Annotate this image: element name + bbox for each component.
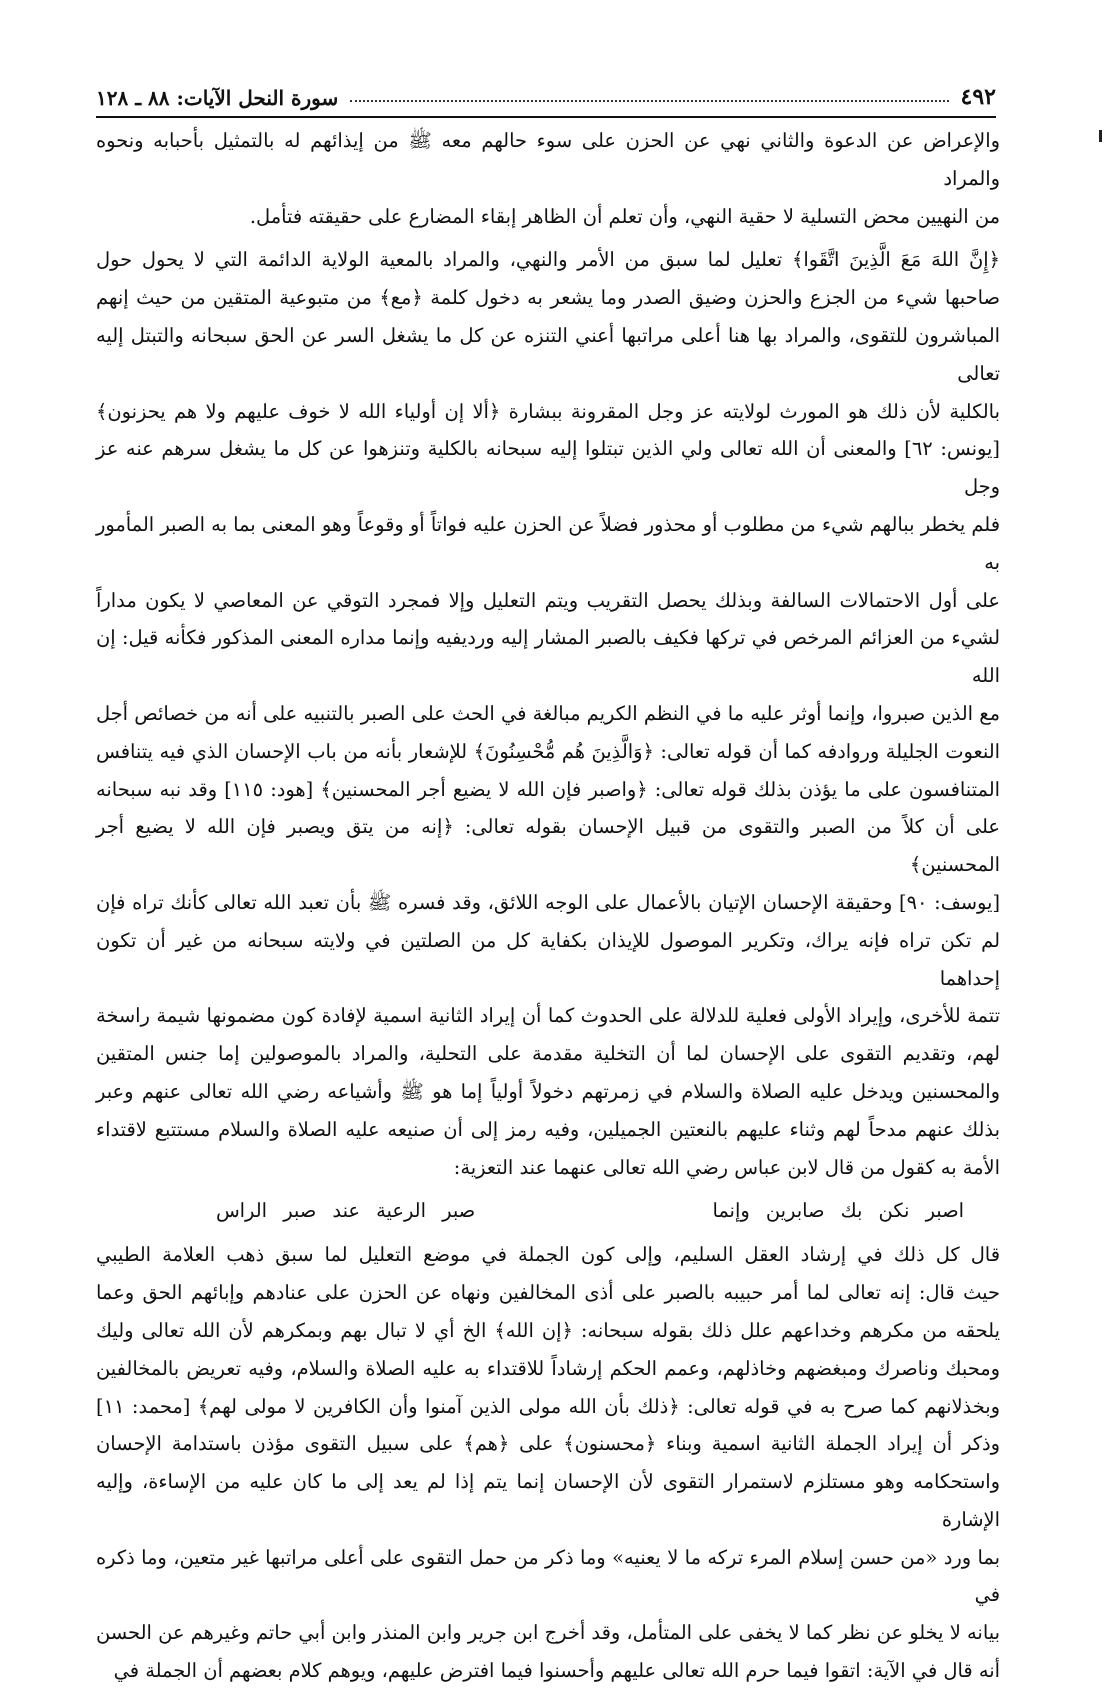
text-line: [يوسف: ٩٠] وحقيقة الإحسان الإتيان بالأعمال على الوجه اللائق، وقد فسره ﷺ بأن تعبد الله تعالى كأنك تراه فإن	[96, 890, 1001, 914]
text-line: لهم، وتقديم التقوى على الإحسان لما أن التخلية مقدمة على التحلية، والمراد بالموصولين إما جنس المتقين	[96, 1042, 1000, 1066]
text-line: ومحبك وناصرك ومبغضهم وخاذلهم، وعمم الحكم إرشاداً للاقتداء به عليه الصلاة والسلام، وفيه تعريض بالمخالفين	[96, 1356, 1000, 1380]
text-line: الأمة به كقول من قال لابن عباس رضي الله تعالى عنهما عند التعزية:	[453, 1155, 1000, 1179]
text-line: حيث قال: إنه تعالى لما أمر حبيبه بالصبر على أذى المخالفين ونهاه عن الحزن على عنادهم وإبائهم الحق وعما	[96, 1281, 1000, 1305]
text-line: أنه قال في الآية: اتقوا فيما حرم الله تعالى عليهم وأحسنوا فيما افترض عليهم، ويوهم كلام بعضهم أن الجملة في	[113, 1659, 1000, 1683]
dotted-leader	[350, 100, 948, 102]
text-line: تتمة للأخرى، وإيراد الأولى فعلية للدلالة على الحدوث كما أن إيراد الثانية اسمية لإفادة كون مضمونها شيمة راسخة	[96, 1004, 1000, 1028]
text-line: بما ورد «من حسن إسلام المرء تركه ما لا يعنيه» وما ذكر من حمل التقوى على أعلى مراتبها غير متعين، وما ذكره في	[96, 1545, 1000, 1607]
text-line: المتنافسون على ما يؤذن بذلك قوله تعالى: ﴿واصبر فإن الله لا يضيع أجر المحسنين﴾ [هود: ١١٥] وقد نبه سبحانه	[96, 777, 1000, 801]
text-line: المباشرون للتقوى، والمراد بها هنا أعلى مراتبها أعني التنزه عن كل ما يشغل السر عن الحق سبحانه والتبتل إليه تعالى	[96, 323, 1000, 385]
paragraph-1	[96, 122, 1000, 235]
text-line: بيانه لا يخلو عن نظر كما لا يخفى على المتأمل، وقد أخرج ابن جرير وابن المنذر وابن أبي حاتم وغيرهم عن الحسن	[96, 1621, 1000, 1645]
running-title: سورة النحل الآيات: ٨٨ ـ ١٢٨	[96, 86, 339, 110]
text-line: صاحبها شيء من الجزع والحزن وضيق الصدر وما يشعر به دخول كلمة ﴿مع﴾ من متبوعية المتقين من حيث إنهم	[96, 286, 1000, 310]
text-line: [يونس: ٦٢] والمعنى أن الله تعالى ولي الذين تبتلوا إليه سبحانه بالكلية وتنزهوا عن كل ما يشغل سرهم عنه عز وجل	[96, 437, 1000, 499]
text-line: والإعراض عن الدعوة والثاني نهي عن الحزن على سوء حالهم معه ﷺ من إيذائهم له بالتمثيل بأحبابه ونحوه والمراد	[96, 129, 1000, 190]
verse-second-hemistich: صبر الرعية عند صبر الراس	[216, 1199, 476, 1223]
poetry-verse	[96, 1186, 1000, 1236]
text-line: لشيء من العزائم المرخص في تركها فكيف بالصبر المشار إليه ورديفيه وإنما مداره المعنى المذكور فكأنه قيل: إن الله	[96, 626, 1000, 688]
page-header	[96, 76, 996, 118]
text-line: واستحكامه وهو مستلزم لاستمرار التقوى لأن الإحسان إنما يتم إذا لم يعد إلى ما كان عليه من الإساءة، وإليه الإشارة	[96, 1470, 1000, 1531]
paragraph-2	[96, 241, 1000, 1186]
verse-first-hemistich: اصبر نكن بك صابرين وإنما	[712, 1199, 964, 1223]
text-line: والمحسنين ويدخل عليه الصلاة والسلام في زمرتهم دخولاً أولياً إما هو ﷺ وأشياعه رضي الله تعالى عنهم وعبر	[96, 1079, 1000, 1103]
text-line: فلم يخطر ببالهم شيء من مطلوب أو محذور فضلاً عن الحزن عليه فواتاً أو وقوعاً وهو المعنى بما به الصبر المأمور به	[96, 512, 1000, 574]
text-line: وبخذلانهم كما صرح به في قوله تعالى: ﴿ذلك بأن الله مولى الذين آمنوا وأن الكافرين لا مولى لهم﴾ [محمد: ١١]	[96, 1394, 1000, 1418]
text-line: بالكلية لأن ذلك هو المورث لولايته عز وجل المقرونة ببشارة ﴿ألا إن أولياء الله لا خوف عليهم ولا هم يحزنون﴾	[96, 399, 1000, 423]
paragraph-3	[96, 1236, 1000, 1690]
page-body	[96, 122, 1000, 1690]
text-line: على أول الاحتمالات السالفة وبذلك يحصل التقريب ويتم التعليل وإلا فمجرد التوقي عن المعاصي لا يكون مداراً	[96, 588, 1000, 612]
page-number: ٤٩٢	[960, 84, 996, 110]
text-line: يلحقه من مكرهم وخداعهم علل ذلك بقوله سبحانه: ﴿إن الله﴾ الخ أي لا تبال بهم وبمكرهم لأن الله تعالى وليك	[96, 1318, 1000, 1342]
scan-edge-mark	[1099, 130, 1102, 142]
text-line: لم تكن تراه فإنه يراك، وتكرير الموصول للإيذان بكفاية كل من الصلتين في ولايته سبحانه من غير أن تكون إحداهما	[96, 928, 1000, 990]
text-line: قال كل ذلك في إرشاد العقل السليم، وإلى كون الجملة في موضع التعليل لما سبق ذهب العلامة الطيبي	[96, 1243, 1000, 1267]
text-line: بذلك عنهم مدحاً لهم وثناء عليهم بالنعتين الجميلين، وفيه رمز إلى أن صنيعه عليه الصلاة والسلام مستتبع لاقتداء	[96, 1117, 1000, 1141]
text-line: ﴿إِنَّ اللهَ مَعَ الَّذِينَ اتَّقَوا﴾ تعليل لما سبق من الأمر والنهي، والمراد بالمعية الولاية الدائمة التي لا يحول حول	[96, 248, 1000, 272]
text-line: النعوت الجليلة وروادفه كما أن قوله تعالى: ﴿وَالَّذِينَ هُم مُّحْسِنُونَ﴾ للإشعار بأنه من باب الإحسان الذي فيه يتنافس	[96, 739, 1000, 763]
text-line: وذكر أن إيراد الجملة الثانية اسمية وبناء ﴿محسنون﴾ على ﴿هم﴾ على سبيل التقوى مؤذن باستدامة الإحسان	[96, 1432, 1000, 1456]
text-line: مع الذين صبروا، وإنما أوثر عليه ما في النظم الكريم مبالغة في الحث على الصبر بالتنبيه على أنه من خصائص أجل	[96, 701, 1000, 725]
text-line: من النهيين محض التسلية لا حقية النهي، وأن تعلم أن الظاهر إبقاء المضارع على حقيقته فتأمل.	[249, 204, 1000, 228]
text-line: على أن كلاً من الصبر والتقوى من قبيل الإحسان بقوله تعالى: ﴿إنه من يتق ويصبر فإن الله لا يضيع أجر المحسنين﴾	[96, 815, 1000, 877]
